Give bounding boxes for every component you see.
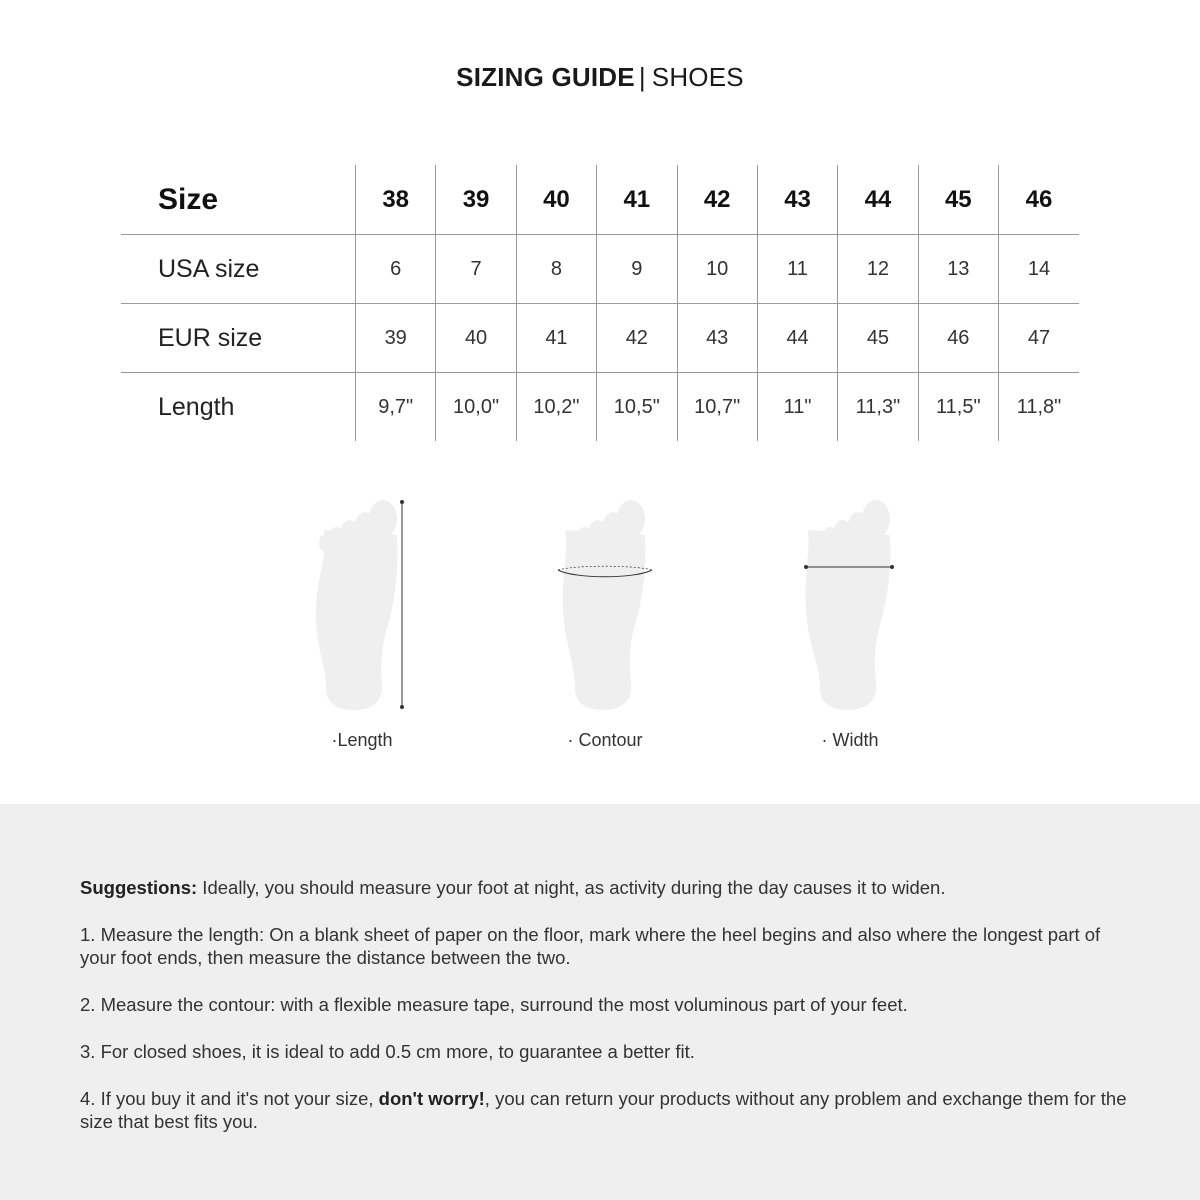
- table-cell: 13: [918, 235, 998, 304]
- step-4-emphasis: don't worry!: [378, 1088, 485, 1109]
- size-cell: 45: [918, 165, 998, 235]
- step-4-end: , you can return your products without any problem and exchange them for the size that best fits you.: [80, 1088, 1127, 1132]
- table-cell: 11,5": [918, 373, 998, 442]
- size-cell: 42: [677, 165, 757, 235]
- table-cell: 40: [436, 304, 516, 373]
- table-cell: 7: [436, 235, 516, 304]
- table-cell: 10,2": [516, 373, 596, 442]
- table-cell: 14: [999, 235, 1080, 304]
- table-cell: 12: [838, 235, 918, 304]
- table-cell: 11: [757, 235, 837, 304]
- foot-diagram-contour: [505, 495, 705, 755]
- title-bold: SIZING GUIDE: [456, 62, 635, 92]
- table-header-row: [121, 165, 1079, 235]
- title-separator: |: [638, 62, 646, 92]
- table-cell: 9: [597, 235, 677, 304]
- size-cell: 43: [757, 165, 837, 235]
- header-label: Size: [158, 182, 219, 216]
- table-cell: 10,0": [436, 373, 516, 442]
- row-label: Length: [121, 373, 356, 442]
- row-label: EUR size: [121, 304, 356, 373]
- table-cell: 43: [677, 304, 757, 373]
- table-cell: 41: [516, 304, 596, 373]
- suggestions-label: Suggestions:: [80, 877, 198, 898]
- title-light: SHOES: [651, 62, 744, 92]
- table-cell: 9,7": [356, 373, 436, 442]
- foot-caption-width: · Width: [821, 730, 879, 750]
- table-cell: 10,7": [677, 373, 757, 442]
- step-3: 3. For closed shoes, it is ideal to add 0.5 cm more, to guarantee a better fit.: [80, 1041, 695, 1062]
- size-cell: 41: [597, 165, 677, 235]
- size-cell: 40: [516, 165, 596, 235]
- size-cell: 38: [356, 165, 436, 235]
- foot-caption-length: ·Length: [331, 730, 393, 750]
- table-cell: 11,3": [838, 373, 918, 442]
- step-1: 1. Measure the length: On a blank sheet of paper on the floor, mark where the heel begins and also where the longest part of your foot ends, then measure the distance between the two.: [80, 924, 1101, 968]
- table-cell: 39: [356, 304, 436, 373]
- table-cell: 6: [356, 235, 436, 304]
- table-cell: 10: [677, 235, 757, 304]
- suggestions-text: [80, 876, 1130, 1157]
- foot-diagram-length: [262, 495, 462, 755]
- table-cell: 8: [516, 235, 596, 304]
- table-cell: 11": [757, 373, 837, 442]
- table-cell: 42: [597, 304, 677, 373]
- step-4: [80, 1087, 1130, 1133]
- size-cell: 46: [999, 165, 1080, 235]
- foot-diagram-width: [750, 495, 950, 755]
- suggestions-intro: [80, 876, 1130, 899]
- foot-length-icon: [262, 495, 462, 725]
- table-row: [121, 304, 1079, 373]
- step-4-start: 4. If you buy it and it's not your size,: [80, 1088, 379, 1109]
- size-cell: 44: [838, 165, 918, 235]
- foot-width-icon: [750, 495, 950, 725]
- table-cell: 10,5": [597, 373, 677, 442]
- page-title: [0, 62, 1200, 93]
- table-cell: 45: [838, 304, 918, 373]
- table-row: [121, 235, 1079, 304]
- suggestions-panel: [0, 804, 1200, 1200]
- table-cell: 46: [918, 304, 998, 373]
- table-cell: 47: [999, 304, 1080, 373]
- suggestions-lead: Ideally, you should measure your foot at night, as activity during the day causes it to widen.: [197, 877, 946, 898]
- size-table: [121, 165, 1079, 441]
- step-2: 2. Measure the contour: with a flexible measure tape, surround the most voluminous part of your feet.: [80, 994, 908, 1015]
- table-row: [121, 373, 1079, 442]
- row-label: USA size: [121, 235, 356, 304]
- table-cell: 44: [757, 304, 837, 373]
- size-cell: 39: [436, 165, 516, 235]
- table-cell: 11,8": [999, 373, 1080, 442]
- foot-contour-icon: [505, 495, 705, 725]
- foot-caption-contour: · Contour: [567, 730, 643, 750]
